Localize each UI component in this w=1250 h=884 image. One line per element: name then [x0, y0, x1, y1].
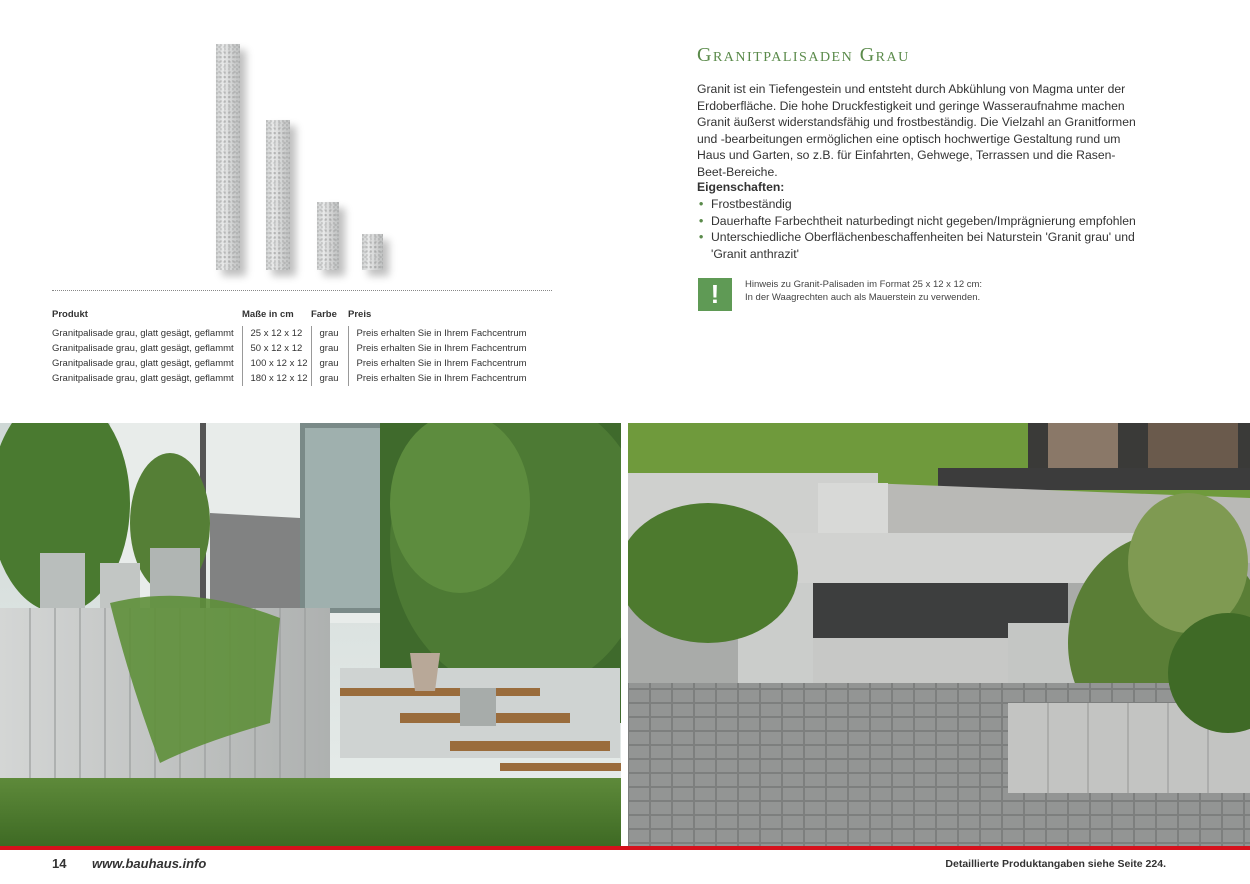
palisade-25	[362, 234, 383, 270]
column-header-product: Produkt	[52, 309, 88, 320]
cell-price: Preis erhalten Sie in Ihrem Fachcentrum	[348, 341, 548, 356]
column-header-dimensions: Maße in cm	[242, 309, 294, 320]
exclamation-icon: !	[698, 278, 732, 311]
properties-list	[697, 196, 1137, 262]
cell-product: Granitpalisade grau, glatt gesägt, geflammt	[52, 373, 234, 384]
footer-rule	[0, 846, 1250, 850]
cell-color: grau	[311, 371, 348, 386]
hint-text	[745, 278, 1045, 304]
page-title: Granitpalisaden Grau	[697, 44, 910, 66]
list-item: • Unterschiedliche Oberflächenbeschaffenheiten bei Naturstein 'Granit grau' und 'Granit anthrazit'	[697, 229, 1137, 262]
table-header-row	[52, 309, 548, 326]
page-number: 14	[52, 856, 67, 871]
cell-price: Preis erhalten Sie in Ihrem Fachcentrum	[348, 371, 548, 386]
cell-product: Granitpalisade grau, glatt gesägt, geflammt	[52, 358, 234, 369]
palisade-50	[317, 202, 339, 270]
palisade-100	[266, 120, 290, 270]
cell-dimensions: 50 x 12 x 12	[242, 341, 311, 356]
table-row	[52, 326, 548, 341]
table-row	[52, 371, 548, 386]
photo-terrace-palisade-wall	[0, 423, 621, 846]
table-row	[52, 341, 548, 356]
footer-note: Detaillierte Produktangaben siehe Seite 224.	[945, 858, 1166, 870]
table-row	[52, 356, 548, 371]
column-header-price: Preis	[348, 309, 372, 320]
photo-granite-steps	[628, 423, 1250, 846]
list-item: • Dauerhafte Farbechtheit naturbedingt nicht gegeben/Imprägnierung empfohlen	[697, 213, 1137, 230]
cell-color: grau	[311, 341, 348, 356]
intro-text: Granit ist ein Tiefengestein und entsteht durch Abkühlung von Magma unter der Erdoberfläche. Die hohe Druckfestigkeit und geringe Wasseraufnahme machen Granit äußerst widerstandsfähig und frostbeständig. Die Vielzahl an Granitformen und -bearbeitungen ermöglichen eine optisch hochwertige Gestaltung rund um Haus und Garten, so z.B. für Einfahrten, Gehwege, Terrassen und die Rasen-Beet-Bereiche.	[697, 82, 1136, 179]
cell-dimensions: 100 x 12 x 12	[242, 356, 311, 371]
hint-line: Hinweis zu Granit-Palisaden im Format 25 x 12 x 12 cm:	[745, 279, 983, 290]
divider	[52, 290, 552, 291]
cell-product: Granitpalisade grau, glatt gesägt, geflammt	[52, 343, 234, 354]
cell-price: Preis erhalten Sie in Ihrem Fachcentrum	[348, 326, 548, 341]
cell-dimensions: 25 x 12 x 12	[242, 326, 311, 341]
cell-price: Preis erhalten Sie in Ihrem Fachcentrum	[348, 356, 548, 371]
cell-color: grau	[311, 356, 348, 371]
palisades-product-image	[200, 30, 420, 280]
cell-color: grau	[311, 326, 348, 341]
hint-line: In der Waagrechten auch als Mauerstein zu verwenden.	[745, 292, 981, 303]
column-header-color: Farbe	[311, 309, 337, 320]
product-table	[52, 309, 548, 386]
list-item: • Frostbeständig	[697, 196, 1137, 213]
palisade-180	[216, 44, 240, 270]
properties-heading: Eigenschaften:	[697, 180, 785, 194]
website-link[interactable]: www.bauhaus.info	[92, 856, 207, 871]
cell-dimensions: 180 x 12 x 12	[242, 371, 311, 386]
cell-product: Granitpalisade grau, glatt gesägt, geflammt	[52, 328, 234, 339]
